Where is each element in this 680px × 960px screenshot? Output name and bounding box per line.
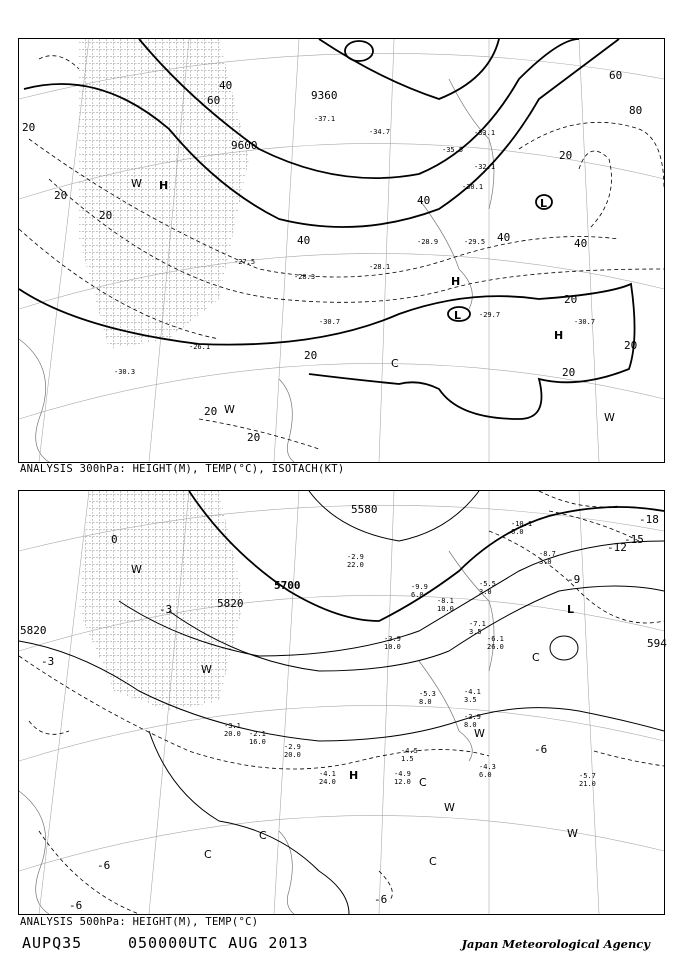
station-dewpoint: 1.5	[401, 755, 414, 763]
valid-time: 050000UTC AUG 2013	[128, 934, 309, 952]
chart-500hpa	[18, 490, 665, 915]
caption-300hpa: ANALYSIS 300hPa: HEIGHT(M), TEMP(°C), ISOTACH(KT)	[20, 463, 345, 475]
isotherm-label: -6	[374, 893, 388, 906]
isotach-label: 20	[304, 349, 318, 362]
isotach-label: 80	[629, 104, 643, 117]
station-temp: -33.1	[474, 129, 496, 137]
station-dewpoint: 20.0	[284, 751, 301, 759]
isotach-label: 60	[609, 69, 623, 82]
high-pressure-marker: H	[554, 329, 564, 342]
warm-marker: W	[131, 563, 142, 576]
station-temp: -37.1	[314, 115, 336, 123]
station-dewpoint: 10.0	[437, 605, 454, 613]
height-label: 594	[647, 637, 667, 650]
station-temp: -32.1	[474, 163, 496, 171]
height-label: 9600	[231, 139, 258, 152]
station-temp: -8.1	[437, 597, 454, 605]
station-dewpoint: 3.5	[469, 628, 482, 636]
warm-marker: W	[474, 727, 485, 740]
isotach-label: 40	[219, 79, 233, 92]
low-pressure-marker: L	[454, 309, 462, 322]
isotherm-label: -3	[159, 603, 173, 616]
isotach-label: 20	[99, 209, 113, 222]
station-temp: -28.3	[294, 273, 316, 281]
station-temp: -4.1	[319, 770, 336, 778]
station-dewpoint: 12.0	[394, 778, 411, 786]
cold-marker: C	[259, 829, 267, 842]
station-temp: -3.1	[224, 722, 241, 730]
station-dewpoint: 3.5	[464, 696, 477, 704]
station-temp: -30.3	[114, 368, 136, 376]
isotach-label: 20	[247, 431, 261, 444]
station-temp: -26.1	[189, 343, 211, 351]
station-temp: -29.7	[479, 311, 501, 319]
station-temp: -4.3	[479, 763, 496, 771]
station-temp: -6.1	[487, 635, 504, 643]
isotherm-label: -6	[69, 899, 83, 912]
station-temp: -30.7	[319, 318, 341, 326]
station-dewpoint: 10.0	[384, 643, 401, 651]
station-temp: -4.5	[401, 747, 418, 755]
isotherm-label: -15	[624, 533, 644, 546]
station-dewpoint: 24.0	[319, 778, 336, 786]
station-temp: -4.1	[464, 688, 481, 696]
station-temp: -28.1	[369, 263, 391, 271]
station-dewpoint: 8.0	[419, 698, 432, 706]
isotach-label: 20	[559, 149, 573, 162]
station-temp: -4.9	[394, 770, 411, 778]
chart-300hpa	[18, 38, 665, 463]
isotach-label: 20	[624, 339, 638, 352]
isotach-label: 20	[22, 121, 36, 134]
station-temp: -30.1	[462, 183, 484, 191]
station-dewpoint: 6.0	[511, 528, 524, 536]
map-300hpa	[19, 39, 664, 462]
isotach-label: 20	[564, 293, 578, 306]
station-temp: -8.7	[539, 550, 556, 558]
high-pressure-marker: H	[159, 179, 169, 192]
station-dewpoint: 26.0	[487, 643, 504, 651]
high-pressure-marker: H	[451, 275, 461, 288]
station-temp: -29.5	[464, 238, 486, 246]
station-temp: -5.5	[479, 580, 496, 588]
station-dewpoint: 3.0	[479, 588, 492, 596]
low-pressure-marker: L	[540, 197, 548, 210]
height-label: 5700	[274, 579, 301, 592]
station-temp: -2.9	[284, 743, 301, 751]
cold-marker: C	[532, 651, 540, 664]
warm-marker: W	[224, 403, 235, 416]
isotherm-label: -18	[639, 513, 659, 526]
cold-marker: C	[429, 855, 437, 868]
station-temp: -2.1	[249, 730, 266, 738]
height-label: 9360	[311, 89, 338, 102]
station-temp: -28.9	[417, 238, 439, 246]
isotherm-label: -12	[607, 541, 627, 554]
station-dewpoint: 20.0	[224, 730, 241, 738]
station-dewpoint: 8.0	[464, 721, 477, 729]
station-temp: -7.1	[469, 620, 486, 628]
warm-marker: W	[444, 801, 455, 814]
isotach-label: 60	[207, 94, 221, 107]
isotach-label: 20	[54, 189, 68, 202]
station-temp: -34.7	[369, 128, 391, 136]
isotach-label: 40	[297, 234, 311, 247]
isotach-label: 40	[497, 231, 511, 244]
warm-marker: W	[201, 663, 212, 676]
cold-marker: C	[204, 848, 212, 861]
station-temp: -27.5	[234, 258, 256, 266]
isotherm-label: 0	[111, 533, 118, 546]
height-label: 5820	[20, 624, 47, 637]
station-dewpoint: 22.0	[347, 561, 364, 569]
isotherm-label: -6	[534, 743, 548, 756]
isotherm-label: -6	[97, 859, 111, 872]
isotach-label: 40	[417, 194, 431, 207]
high-pressure-marker: H	[349, 769, 359, 782]
isotach-label: 20	[562, 366, 576, 379]
map-500hpa	[19, 491, 667, 914]
station-temp: -10.1	[511, 520, 533, 528]
isotach-label: 40	[574, 237, 588, 250]
station-temp: -5.3	[419, 690, 436, 698]
isotherm-label: -3	[41, 655, 55, 668]
chart-code: AUPQ35	[22, 934, 83, 952]
station-dewpoint: 3.0	[539, 558, 552, 566]
isotherm-label: -9	[567, 573, 581, 586]
warm-marker: W	[131, 177, 142, 190]
height-label: 5580	[351, 503, 378, 516]
isotach-label: 20	[204, 405, 218, 418]
station-temp: -5.7	[579, 772, 596, 780]
caption-500hpa: ANALYSIS 500hPa: HEIGHT(M), TEMP(°C)	[20, 916, 259, 928]
station-temp: -30.7	[574, 318, 596, 326]
station-dewpoint: 6.0	[479, 771, 492, 779]
agency-name: Japan Meteorological Agency	[461, 937, 650, 951]
station-temp: -2.9	[347, 553, 364, 561]
warm-marker: W	[567, 827, 578, 840]
station-temp: -3.9	[384, 635, 401, 643]
station-dewpoint: 6.0	[411, 591, 424, 599]
cold-marker: C	[419, 776, 427, 789]
low-pressure-marker: L	[567, 603, 575, 616]
cold-marker: C	[391, 357, 399, 370]
height-label: 5820	[217, 597, 244, 610]
station-dewpoint: 16.0	[249, 738, 266, 746]
station-dewpoint: 21.0	[579, 780, 596, 788]
station-temp: -35.5	[442, 146, 464, 154]
station-temp: -9.9	[411, 583, 428, 591]
station-temp: -3.9	[464, 713, 481, 721]
warm-marker: W	[604, 411, 615, 424]
